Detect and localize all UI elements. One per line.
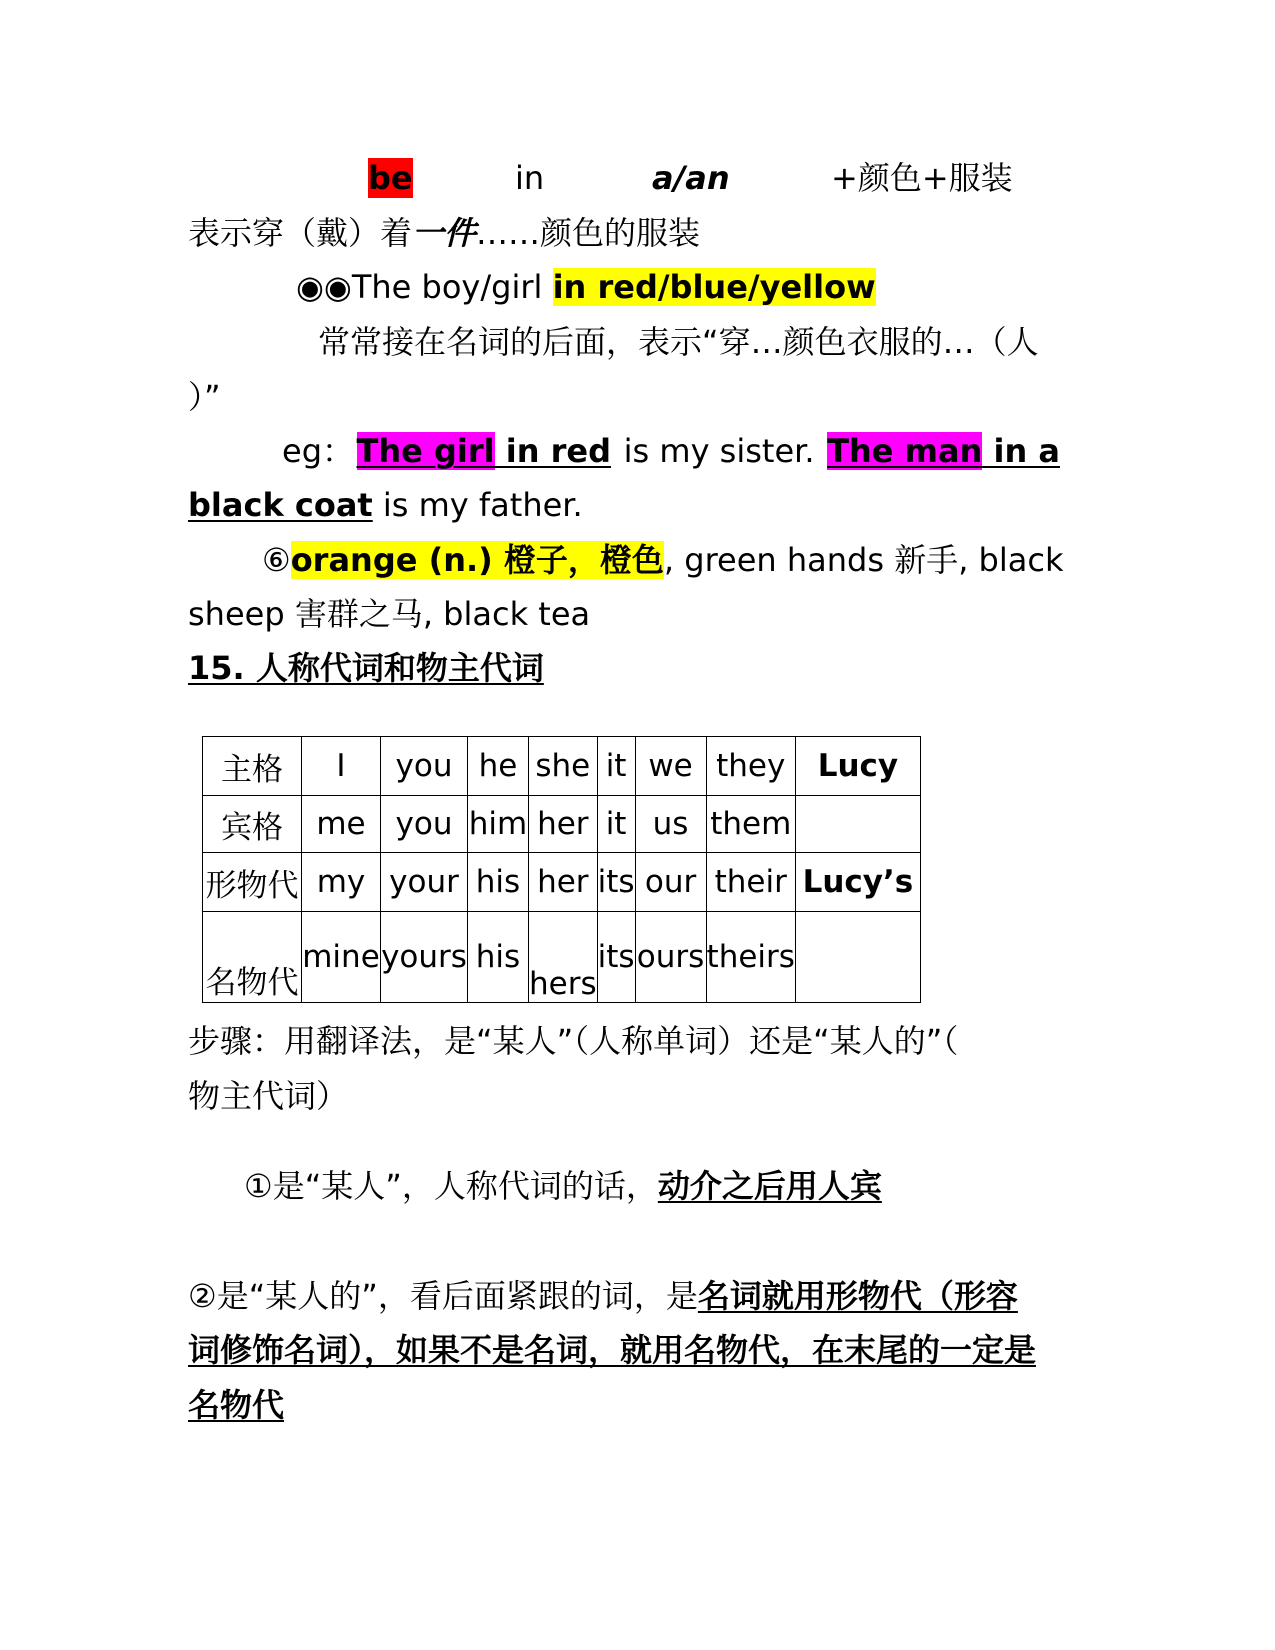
wear-text: 表示穿（戴）着	[188, 214, 413, 252]
table-cell: they	[706, 737, 795, 796]
table-cell: you	[381, 796, 468, 853]
one-piece-bold: 一件	[412, 214, 477, 252]
table-cell: his	[468, 853, 529, 912]
rule-1-text: ①是“某人”，人称代词的话，	[244, 1167, 658, 1205]
boy-girl-text: ◉◉The boy/girl	[296, 268, 553, 306]
table-cell: us	[635, 796, 706, 853]
steps-line-1: 步骤：用翻译法，是“某人”（人称单词）还是“某人的”（	[188, 1022, 959, 1060]
table-cell: my	[302, 853, 381, 912]
table-cell: it	[597, 737, 635, 796]
rule-2-bold-1: 名词就用形物代（形容	[697, 1277, 1018, 1315]
circled-six: ⑥	[262, 541, 291, 579]
table-cell: their	[706, 853, 795, 912]
section-heading: 15. 人称代词和物主代词	[188, 649, 544, 687]
wear-text-end: ……颜色的服装	[476, 214, 701, 252]
table-cell: its	[597, 853, 635, 912]
pronoun-table	[202, 736, 921, 1003]
table-cell: him	[468, 796, 529, 853]
table-cell: me	[302, 796, 381, 853]
table-row-object	[203, 796, 921, 853]
row-header-cell: 宾格	[203, 796, 302, 853]
table-cell: it	[597, 796, 635, 853]
line-black-sheep: sheep 害群之马, black tea	[188, 595, 591, 633]
row-header-cell: 名物代	[203, 912, 302, 1003]
rule-2-line-1	[188, 1276, 1088, 1316]
rule-2-line-3: 名物代	[188, 1386, 285, 1424]
rule-2-line-2: 词修饰名词），如果不是名词，就用名物代，在末尾的一定是	[188, 1331, 1037, 1369]
table-row-adj-possessive	[203, 853, 921, 912]
the-man-highlight: The man	[827, 432, 983, 470]
table-cell: theirs	[706, 912, 795, 1003]
line-usage-note-end: ）”	[188, 378, 221, 416]
line-wear-meaning	[188, 213, 1088, 253]
rule-1-bold: 动介之后用人宾	[657, 1167, 882, 1205]
in-red-text: in red	[494, 432, 611, 470]
table-row-noun-possessive	[203, 912, 921, 1003]
in-word: in	[515, 159, 545, 197]
row-header-cell: 形物代	[203, 853, 302, 912]
orange-highlight: orange (n.) 橙子，橙色	[290, 541, 664, 579]
table-cell: yours	[381, 912, 468, 1003]
table-cell: our	[635, 853, 706, 912]
table-cell: her	[529, 796, 598, 853]
line-usage-note: 常常接在名词的后面，表示“穿…颜色衣服的…（人	[318, 323, 1039, 361]
steps-line-2: 物主代词）	[188, 1077, 349, 1115]
eg-label: eg：	[282, 432, 355, 470]
green-hands-text: , green hands 新手, black	[663, 541, 1064, 579]
table-cell	[795, 912, 920, 1003]
table-cell: your	[381, 853, 468, 912]
be-highlight: be	[368, 159, 413, 197]
a-an-word: a/an	[652, 159, 730, 197]
table-cell: she	[529, 737, 598, 796]
table-cell: her	[529, 853, 598, 912]
line-orange	[262, 540, 1064, 580]
line-boy-girl	[296, 267, 1196, 307]
the-girl-highlight: The girl	[356, 432, 495, 470]
table-cell: hers	[529, 912, 598, 1003]
table-cell: his	[468, 912, 529, 1003]
table-cell: I	[302, 737, 381, 796]
table-cell: you	[381, 737, 468, 796]
line-black-coat	[188, 485, 1088, 525]
table-cell: mine	[302, 912, 381, 1003]
table-cell: we	[635, 737, 706, 796]
table-cell: them	[706, 796, 795, 853]
table-cell	[795, 796, 920, 853]
table-row-subject	[203, 737, 921, 796]
in-colors-highlight: in red/blue/yellow	[552, 268, 876, 306]
rule-2-text: ②是“某人的”，看后面紧跟的词，是	[188, 1277, 698, 1315]
is-my-father-text: is my father.	[372, 486, 583, 524]
black-coat-bold: black coat	[188, 486, 373, 524]
table-cell: Lucy	[795, 737, 920, 796]
table-cell: ours	[635, 912, 706, 1003]
is-my-sister-text: is my sister.	[613, 432, 825, 470]
color-clothes-text: +颜色+服装	[831, 159, 1013, 197]
in-a-text: in a	[982, 432, 1060, 470]
table-cell: its	[597, 912, 635, 1003]
rule-1	[244, 1166, 1144, 1206]
table-cell: he	[468, 737, 529, 796]
row-header-cell: 主格	[203, 737, 302, 796]
line-example	[282, 431, 1060, 471]
table-cell: Lucy’s	[795, 853, 920, 912]
